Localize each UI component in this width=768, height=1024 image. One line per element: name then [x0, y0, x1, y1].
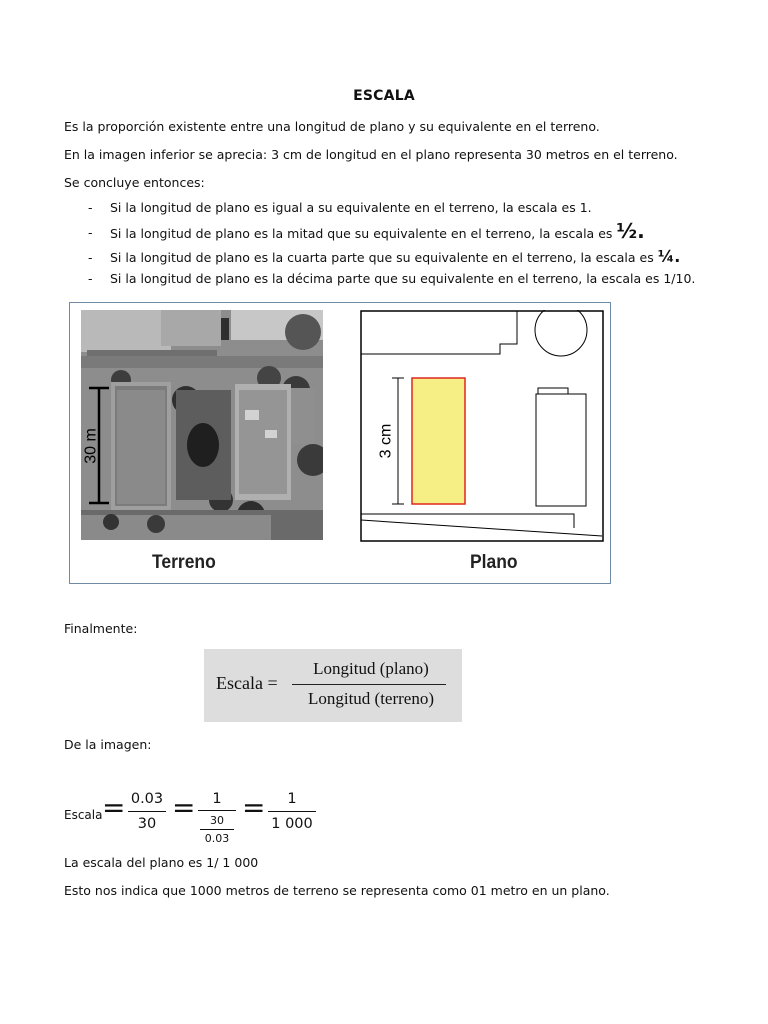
half-fraction: ½. — [616, 219, 645, 243]
formula-denominator: Longitud (terreno) — [307, 689, 435, 708]
fraction-1-numerator: 0.03 — [130, 791, 164, 807]
fraction-3-denominator: 1 000 — [271, 816, 313, 832]
scale-formula — [204, 649, 462, 722]
from-image-label: De la imagen: — [64, 737, 152, 752]
definition-paragraph: Es la proporción existente entre una longitud de plano y su equivalente en el terreno. — [64, 119, 600, 134]
document-page: ESCALA Es la proporción existente entre una longitud de plano y su equivalente en el terreno. En la imagen inferior se aprecia: 3 cm de longitud en el plano representa 30 metros en el terreno. Se concluye entonces: - Si la longitud de plano es igual a su equivalente en el terreno, la escala es 1. - Si la longitud de plano es la mitad que su equivalente en el terreno, la escala es ½. - Si la longitud de plano es la cuarta parte que su equivalente en el terreno, la escala es ¼. - Si la longitud de plano es la décima parte que su equivalente en el terreno, la escala es 1/10. 30 m 3 cm Terreno Plano Finalmente: Escala = Longitud (plano) Longitud (terreno) De la imagen: Escala = 0.03 30 = 1 30 0.03 = 1 1 000 La escala del plano es 1/ 1 000 Esto nos indica que 1000 metros de terreno se representa como 01 metro en un plano. — [0, 0, 768, 1024]
example-paragraph: En la imagen inferior se aprecia: 3 cm de longitud en el plano representa 30 metros en el terreno. — [64, 147, 678, 162]
plan-dimension-label: 3 cm — [377, 423, 395, 459]
explanation-sentence: Esto nos indica que 1000 metros de terreno se representa como 01 metro en un plano. — [64, 883, 610, 898]
list-item-text: Si la longitud de plano es la mitad que su equivalente en el terreno, la escala es — [110, 226, 617, 241]
quarter-fraction: ¼. — [657, 247, 681, 266]
formula-fraction-bar — [292, 684, 446, 685]
terrain-aerial-photo — [81, 310, 323, 540]
formula-lhs: Escala = — [216, 673, 278, 693]
fraction-1-denominator: 30 — [137, 816, 157, 832]
equals-sign: = — [172, 791, 196, 824]
fraction-3 — [268, 791, 316, 832]
terrain-vs-plan-figure — [69, 302, 611, 584]
plan-highlight-rect — [412, 378, 465, 504]
terrain-label: Terreno — [152, 552, 216, 573]
fraction-2-numerator: 1 — [212, 791, 222, 807]
formula-numerator: Longitud (plano) — [313, 659, 429, 678]
list-item-text: Si la longitud de plano es igual a su equivalente en el terreno, la escala es 1. — [110, 200, 592, 215]
plan-drawing — [360, 310, 604, 542]
finally-label: Finalmente: — [64, 621, 138, 636]
fraction-1 — [128, 791, 166, 832]
calc-label: Escala — [64, 808, 103, 822]
list-item-text: Si la longitud de plano es la cuarta parte que su equivalente en el terreno, la escala es — [110, 250, 658, 265]
fraction-2-sub-numerator: 30 — [210, 814, 224, 827]
fraction-2-sub-denominator: 0.03 — [204, 832, 230, 845]
fraction-2 — [198, 791, 236, 845]
plan-label: Plano — [470, 552, 518, 573]
equals-sign: = — [102, 791, 126, 824]
list-item-text: Si la longitud de plano es la décima parte que su equivalente en el terreno, la escala es 1/10. — [110, 271, 696, 286]
result-sentence: La escala del plano es 1/ 1 000 — [64, 855, 259, 870]
equals-sign: = — [242, 791, 266, 824]
conclusion-intro: Se concluye entonces: — [64, 175, 205, 190]
scale-calculation — [64, 785, 384, 847]
terrain-dimension-label: 30 m — [82, 428, 100, 464]
page-title: ESCALA — [353, 88, 415, 104]
fraction-3-numerator: 1 — [287, 791, 297, 807]
